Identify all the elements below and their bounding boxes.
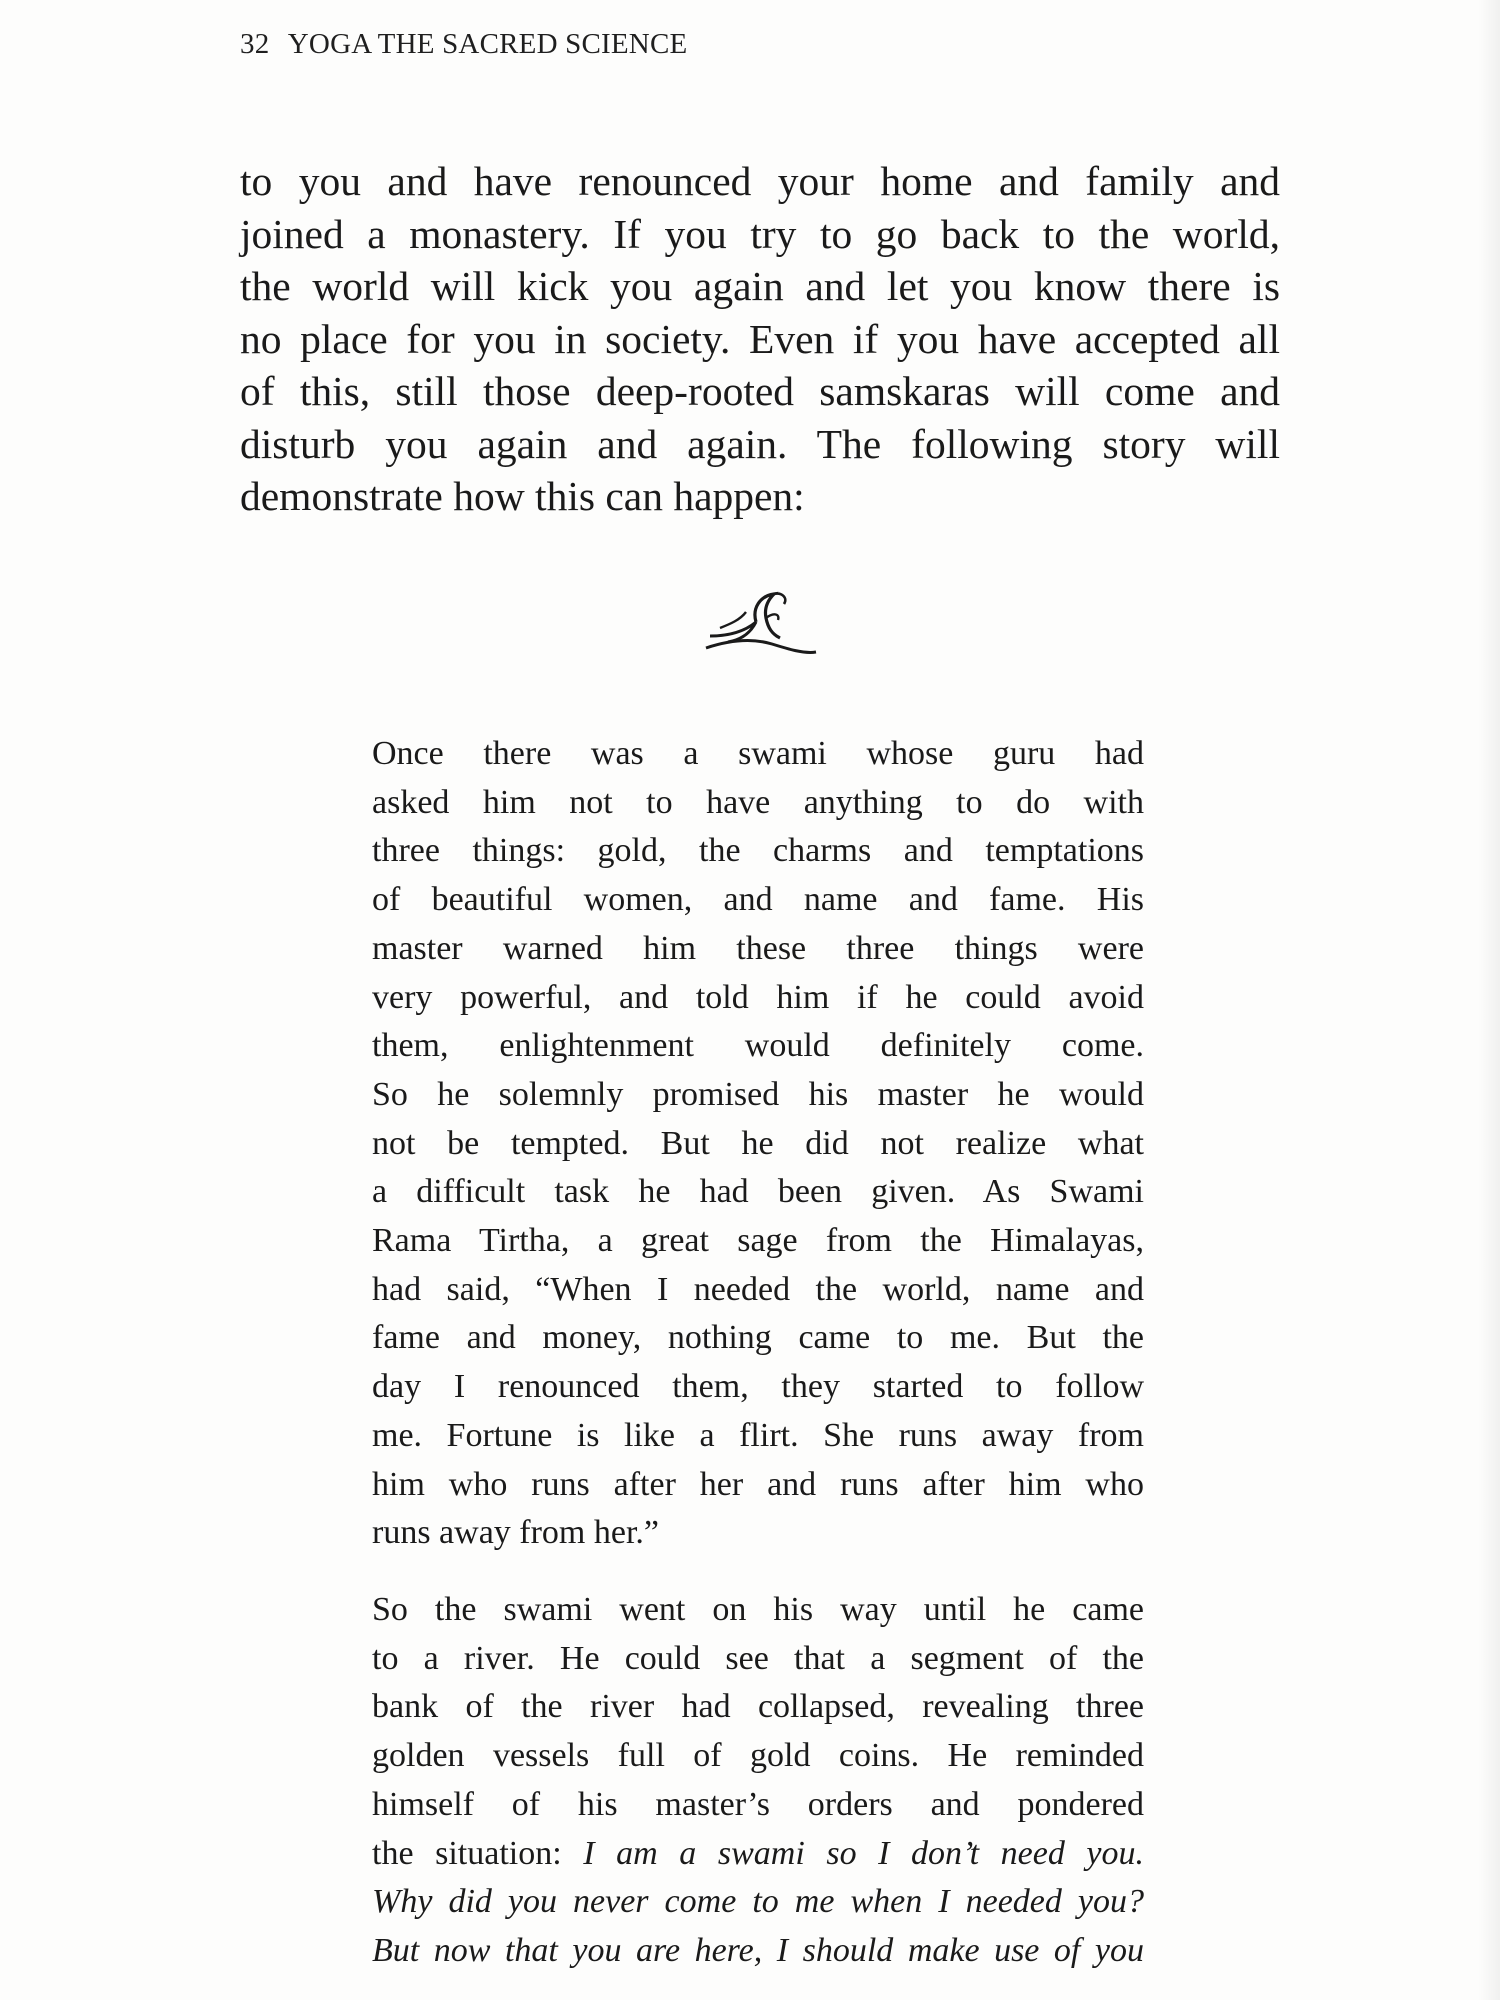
- story-line: very powerful, and told him if he could avoid: [372, 978, 1144, 1016]
- story-line: of beautiful women, and name and fame. His: [372, 881, 1144, 919]
- story-text-plain: the situation:: [372, 1834, 584, 1872]
- page-edge-shadow: [1478, 0, 1500, 2000]
- story-line: Rama Tirtha, a great sage from the Himalayas,: [372, 1222, 1144, 1260]
- book-title: YOGA THE SACRED SCIENCE: [287, 28, 688, 60]
- story-line-mixed: [372, 1830, 1144, 1879]
- story-line: runs away from her.”: [372, 1514, 660, 1552]
- story-line: to a river. He could see that a segment of the: [372, 1639, 1144, 1677]
- story-line: himself of his master’s orders and pondered: [372, 1785, 1144, 1823]
- story-line: asked him not to have anything to do with: [372, 783, 1144, 821]
- intro-paragraph: [240, 155, 1280, 523]
- intro-line: of this, still those deep-rooted samskaras will come and: [240, 368, 1280, 414]
- intro-line: to you and have renounced your home and family and: [240, 158, 1280, 204]
- story-paragraph: [372, 730, 1144, 1558]
- intro-line: joined a monastery. If you try to go back to the world,: [240, 210, 1280, 257]
- story-line: golden vessels full of gold coins. He reminded: [372, 1737, 1144, 1775]
- story-line: master warned him these three things were: [372, 929, 1144, 967]
- page-number: 32: [240, 28, 270, 60]
- story-text-italic: I am a swami so I don’t need you.: [583, 1834, 1144, 1872]
- story-line: Once there was a swami whose guru had: [372, 735, 1144, 772]
- story-paragraph: [372, 1586, 1144, 1976]
- story-line: not be tempted. But he did not realize what: [372, 1124, 1144, 1162]
- floral-ornament-icon: [700, 588, 820, 660]
- story-line: bank of the river had collapsed, revealing three: [372, 1688, 1144, 1726]
- story-line: day I renounced them, they started to follow: [372, 1368, 1144, 1406]
- story-line-italic: Why did you never come to me when I needed you?: [372, 1883, 1144, 1921]
- story-line: them, enlightenment would definitely come.: [372, 1027, 1144, 1065]
- intro-line: disturb you again and again. The following story will: [240, 420, 1280, 467]
- story-line: So he solemnly promised his master he would: [372, 1075, 1144, 1113]
- story-line: fame and money, nothing came to me. But the: [372, 1319, 1144, 1357]
- story-line: three things: gold, the charms and temptations: [372, 832, 1144, 870]
- story-line: a difficult task he had been given. As Swami: [372, 1173, 1144, 1211]
- story-line-italic: But now that you are here, I should make use of you: [372, 1931, 1144, 1969]
- story-line: So the swami went on his way until he came: [372, 1591, 1144, 1628]
- story-line: had said, “When I needed the world, name and: [372, 1270, 1144, 1308]
- intro-line: the world will kick you again and let you know there is: [240, 263, 1280, 309]
- story-line: me. Fortune is like a flirt. She runs away from: [372, 1416, 1144, 1454]
- intro-line: no place for you in society. Even if you have accepted all: [240, 315, 1280, 362]
- running-head: [240, 28, 687, 61]
- intro-line: demonstrate how this can happen:: [240, 473, 805, 519]
- story-line: him who runs after her and runs after him who: [372, 1465, 1144, 1503]
